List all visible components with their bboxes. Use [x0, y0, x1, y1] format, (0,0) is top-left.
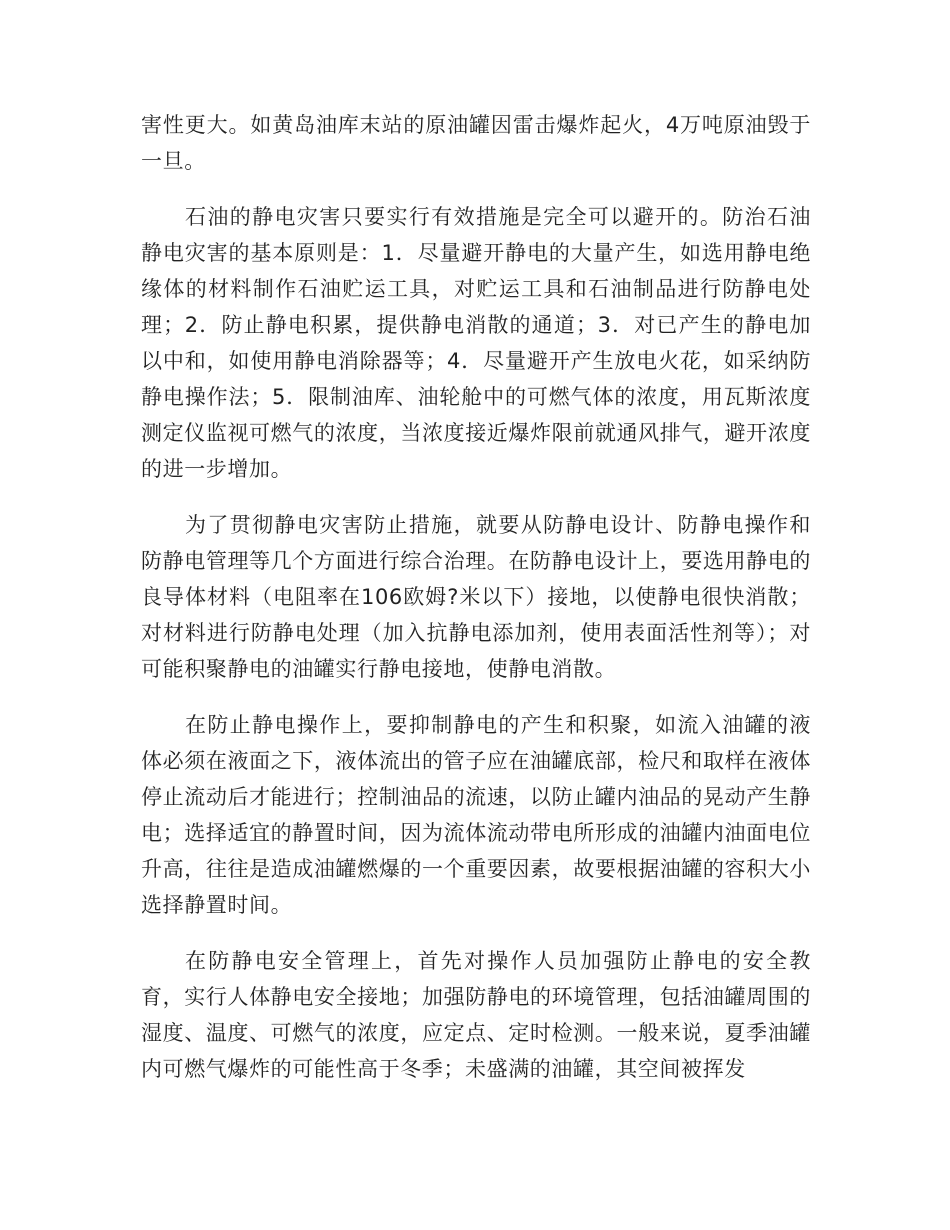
paragraph-management: 在防静电安全管理上，首先对操作人员加强防止静电的安全教育，实行人体静电安全接地；加强防静电的环境管理，包括油罐周围的湿度、温度、可燃气的浓度，应定点、定时检测。一般来说，夏季油罐内可燃气爆炸的可能性高于冬季；未盛满的油罐，其空间被挥发 [141, 949, 811, 1081]
paragraph-continuation: 害性更大。如黄岛油库末站的原油罐因雷击爆炸起火，4万吨原油毁于一旦。 [141, 113, 811, 173]
paragraph-principles: 石油的静电灾害只要实行有效措施是完全可以避开的。防治石油静电灾害的基本原则是：1．尽量避开静电的大量产生，如选用静电绝缘体的材料制作石油贮运工具，对贮运工具和石油制品进行防静电处理；2．防止静电积累，提供静电消散的通道；3．对已产生的静电加以中和，如使用静电消除器等；4．尽量避开产生放电火花，如采纳防静电操作法；5．限制油库、油轮舱中的可燃气体的浓度，用瓦斯浓度测定仪监视可燃气的浓度，当浓度接近爆炸限前就通风排气，避开浓度的进一步增加。 [141, 205, 811, 481]
paragraph-operation: 在防止静电操作上，要抑制静电的产生和积聚，如流入油罐的液体必须在液面之下，液体流出的管子应在油罐底部，检尺和取样在液体停止流动后才能进行；控制油品的流速，以防止罐内油品的晃动产生静电；选择适宜的静置时间，因为流体流动带电所形成的油罐内油面电位升高，往往是造成油罐燃爆的一个重要因素，故要根据油罐的容积大小选择静置时间。 [141, 713, 811, 917]
paragraph-design: 为了贯彻静电灾害防止措施，就要从防静电设计、防静电操作和防静电管理等几个方面进行综合治理。在防静电设计上，要选用静电的良导体材料（电阻率在106欧姆?米以下）接地，以使静电很快消散；对材料进行防静电处理（加入抗静电添加剂，使用表面活性剂等）；对可能积聚静电的油罐实行静电接地，使静电消散。 [141, 513, 811, 681]
document-body [141, 107, 811, 1107]
